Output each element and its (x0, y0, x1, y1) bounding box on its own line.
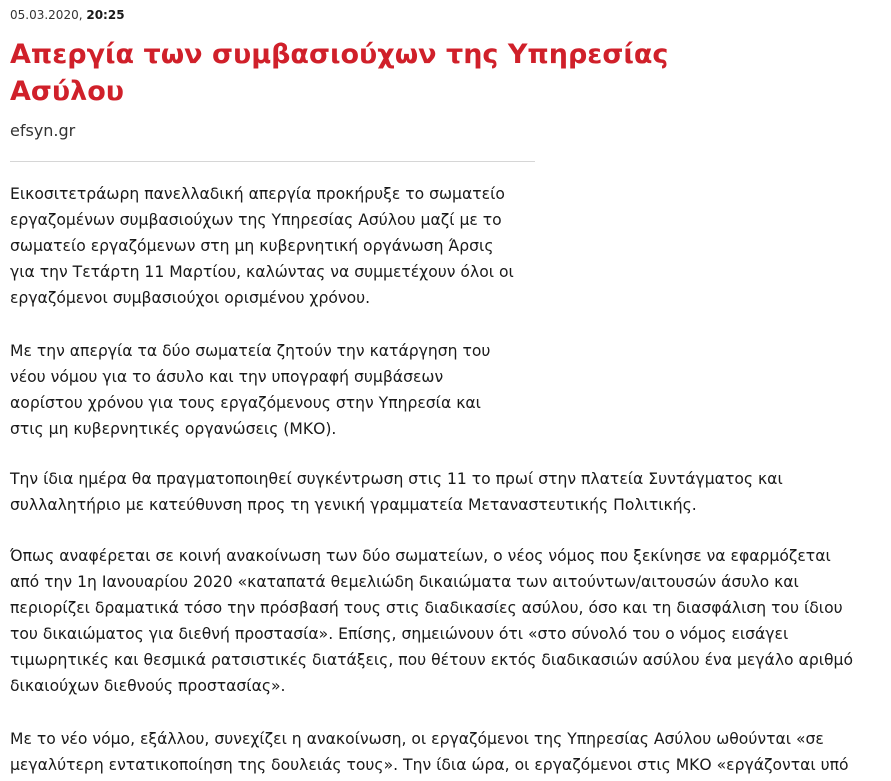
article-paragraph (10, 726, 849, 778)
article-paragraph (10, 543, 853, 699)
paragraph-line: από την 1η Ιανουαρίου 2020 «καταπατά θεμελιώδη δικαιώματα των αιτούντων/αιτουσών άσυλο και (10, 573, 799, 591)
paragraph-line: για την Τετάρτη 11 Μαρτίου, καλώντας να συμμετέχουν όλοι οι (10, 263, 514, 281)
article-dateline (10, 8, 125, 22)
article-source: efsyn.gr (10, 121, 76, 140)
divider (10, 161, 535, 162)
article-date: 05.03.2020, (10, 8, 83, 22)
paragraph-line: Εικοσιτετράωρη πανελλαδική απεργία προκήρυξε το σωματείο (10, 185, 505, 203)
paragraph-line: εργαζόμενοι συμβασιούχοι ορισμένου χρόνου. (10, 289, 371, 307)
paragraph-line: Όπως αναφέρεται σε κοινή ανακοίνωση των δύο σωματείων, ο νέος νόμος που ξεκίνησε να εφαρμόζεται (10, 547, 831, 565)
paragraph-line: μεγαλύτερη εντατικοποίηση της δουλειάς τους». Την ίδια ώρα, οι εργαζόμενοι στις ΜΚΟ «εργάζονται υπό (10, 756, 849, 774)
article-title (10, 36, 710, 110)
paragraph-line: σωματείο εργαζόμενων στη μη κυβερνητική οργάνωση Άρσις (10, 237, 494, 255)
paragraph-line: Με την απεργία τα δύο σωματεία ζητούν την κατάργηση του (10, 342, 491, 360)
paragraph-line: Την ίδια ημέρα θα πραγματοποιηθεί συγκέντρωση στις 11 το πρωί στην πλατεία Συντάγματος και (10, 470, 783, 488)
paragraph-line: συλλαλητήριο με κατεύθυνση προς τη γενική γραμματεία Μεταναστευτικής Πολιτικής. (10, 496, 697, 514)
paragraph-line: αορίστου χρόνου για τους εργαζόμενους στην Υπηρεσία και (10, 394, 481, 412)
paragraph-line: περιορίζει δραματικά τόσο την πρόσβασή τους στις διαδικασίες ασύλου, όσο και τη διασφάλιση του ίδιου (10, 599, 843, 617)
paragraph-line: Με το νέο νόμο, εξάλλου, συνεχίζει η ανακοίνωση, οι εργαζόμενοι της Υπηρεσίας Ασύλου ωθούνται «σε (10, 730, 824, 748)
article-paragraph (10, 466, 783, 518)
article-paragraph (10, 181, 514, 311)
article-paragraph (10, 338, 490, 442)
paragraph-line: τιμωρητικές και θεσμικά ρατσιστικές διατάξεις, που θέτουν εκτός διαδικασιών ασύλου ένα μεγάλο αριθμό (10, 651, 853, 669)
paragraph-line: εργαζομένων συμβασιούχων της Υπηρεσίας Ασύλου μαζί με το (10, 211, 502, 229)
paragraph-line: του δικαιώματος για διεθνή προστασία». Επίσης, σημειώνουν ότι «στο σύνολό του ο νόμος εισάγει (10, 625, 789, 643)
article-title-line: Ασύλου (10, 76, 125, 107)
paragraph-line: δικαιούχων διεθνούς προστασίας». (10, 677, 286, 695)
paragraph-line: στις μη κυβερνητικές οργανώσεις (ΜΚΟ). (10, 420, 337, 438)
paragraph-line: νέου νόμου για το άσυλο και την υπογραφή συμβάσεων (10, 368, 444, 386)
article-title-line: Απεργία των συμβασιούχων της Υπηρεσίας (10, 39, 669, 70)
article-time: 20:25 (86, 8, 125, 22)
